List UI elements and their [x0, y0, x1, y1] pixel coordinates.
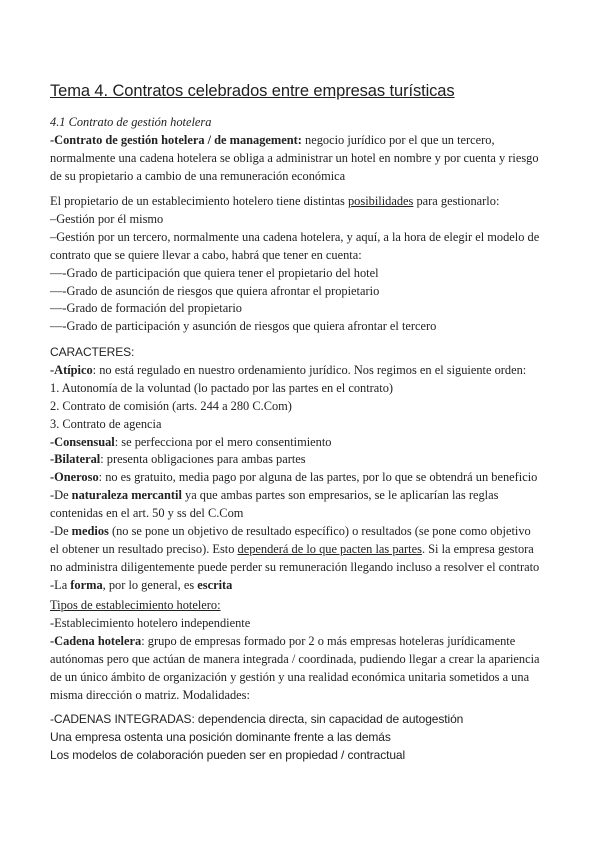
- list-item: [50, 362, 570, 380]
- term: -Oneroso: [50, 470, 99, 485]
- list-item: —-Grado de participación que quiera tener el propietario del hotel: [50, 265, 379, 280]
- list-item: de un único ámbito de organización y gestión y una realidad económica unitaria sometidos a una: [50, 669, 530, 684]
- list-item: [50, 577, 570, 595]
- term: forma: [70, 577, 103, 592]
- paragraph-line: [50, 193, 570, 211]
- list-item: [50, 451, 570, 469]
- section-management-options: [50, 193, 570, 336]
- text-run: ya que ambas partes son empresarios, se le aplicarían las reglas: [181, 488, 499, 503]
- underlined-term: posibilidades: [347, 194, 414, 208]
- list-item: 1. Autonomía de la voluntad (lo pactado por las partes en el contrato): [50, 380, 394, 395]
- definition-line: de su propietario a cambio de una remuneración económica: [50, 168, 346, 183]
- text-run: El propietario de un establecimiento hotelero tiene distintas: [50, 194, 348, 208]
- list-item: [50, 541, 570, 559]
- list-item: Una empresa ostenta una posición dominante frente a las demás: [50, 729, 391, 744]
- text-run: : no está regulado en nuestro ordenamiento jurídico. Nos regimos en el siguiente orden:: [92, 362, 527, 377]
- text-run: : no es gratuito, media pago por alguna de las partes, por lo que se obtendrá un beneficio: [98, 470, 538, 485]
- list-item: -CADENAS INTEGRADAS: dependencia directa, sin capacidad de autogestión: [50, 712, 464, 726]
- list-item: [50, 487, 570, 505]
- text-run: : grupo de empresas formado por 2 o más empresas hoteleras jurídicamente: [141, 633, 516, 648]
- term: medios: [71, 524, 109, 539]
- definition-text: negocio jurídico por el que un tercero,: [301, 132, 495, 147]
- term: naturaleza mercantil: [71, 488, 182, 503]
- list-item: -Establecimiento hotelero independiente: [50, 615, 251, 630]
- section-heading: 4.1 Contrato de gestión hotelera: [50, 115, 212, 129]
- term: -Atípico: [50, 362, 93, 377]
- list-item: autónomas pero que actúan de manera integrada / coordinada, pudiendo llegar a crear la apariencia: [50, 651, 540, 666]
- section-hotel-types: [50, 597, 570, 704]
- list-item: Los modelos de colaboración pueden ser en propiedad / contractual: [50, 747, 406, 762]
- text-run: -La: [50, 577, 71, 592]
- text-run: : se perfecciona por el mero consentimiento: [114, 434, 332, 449]
- list-item: contrato que se quiere llevar a cabo, habrá que tener en cuenta:: [50, 247, 362, 262]
- list-item: [50, 434, 570, 452]
- definition-line: normalmente una cadena hotelera se obliga a administrar un hotel en nombre y por cuenta y riesgo: [50, 150, 539, 165]
- list-item: [50, 469, 570, 487]
- section-integrated-chains: [50, 711, 570, 765]
- list-item: —-Grado de formación del propietario: [50, 301, 242, 316]
- text-run: -De: [50, 488, 72, 503]
- definition-term: -Contrato de gestión hotelera / de management:: [50, 132, 302, 147]
- list-item: –Gestión por él mismo: [50, 211, 164, 226]
- text-run: , por lo general, es: [102, 577, 198, 592]
- list-item: 3. Contrato de agencia: [50, 416, 162, 431]
- term: escrita: [197, 577, 233, 592]
- list-item: misma dirección o matriz. Modalidades:: [50, 687, 250, 702]
- underlined-term: dependerá de lo que pacten las partes: [237, 541, 422, 556]
- text-run: -De: [50, 524, 72, 539]
- list-item: —-Grado de participación y asunción de riesgos que quiera afrontar el tercero: [50, 319, 437, 334]
- list-item: [50, 523, 570, 541]
- section-heading: CARACTERES:: [50, 345, 135, 359]
- list-item: [50, 633, 570, 651]
- list-item: –Gestión por un tercero, normalmente una cadena hotelera, y aquí, a la hora de elegir el modelo de: [50, 229, 540, 244]
- section-contract-definition: [50, 114, 570, 186]
- text-run: . Si la empresa gestora: [421, 541, 534, 556]
- text-run: para gestionarlo:: [413, 194, 500, 208]
- list-item: 2. Contrato de comisión (arts. 244 a 280 C.Com): [50, 398, 292, 413]
- section-characters: [50, 344, 570, 595]
- term: -Cadena hotelera: [50, 633, 142, 648]
- term: -Consensual: [50, 434, 115, 449]
- list-item: —-Grado de asunción de riesgos que quiera afrontar el propietario: [50, 283, 380, 298]
- term: -Bilateral: [50, 452, 101, 467]
- text-run: (no se pone un objetivo de resultado específico) o resultados (se pone como objetivo: [108, 524, 531, 539]
- definition-line: [50, 132, 570, 150]
- list-item: contenidas en el art. 50 y ss del C.Com: [50, 506, 244, 521]
- text-run: el obtener un resultado preciso). Esto: [50, 541, 238, 556]
- list-item: no administra diligentemente puede perder su remuneración llegando incluso a resolver el contrato: [50, 559, 540, 574]
- section-heading: Tipos de establecimiento hotelero:: [50, 598, 221, 612]
- text-run: : presenta obligaciones para ambas partes: [100, 452, 306, 467]
- page-title: Tema 4. Contratos celebrados entre empresas turísticas: [50, 82, 455, 100]
